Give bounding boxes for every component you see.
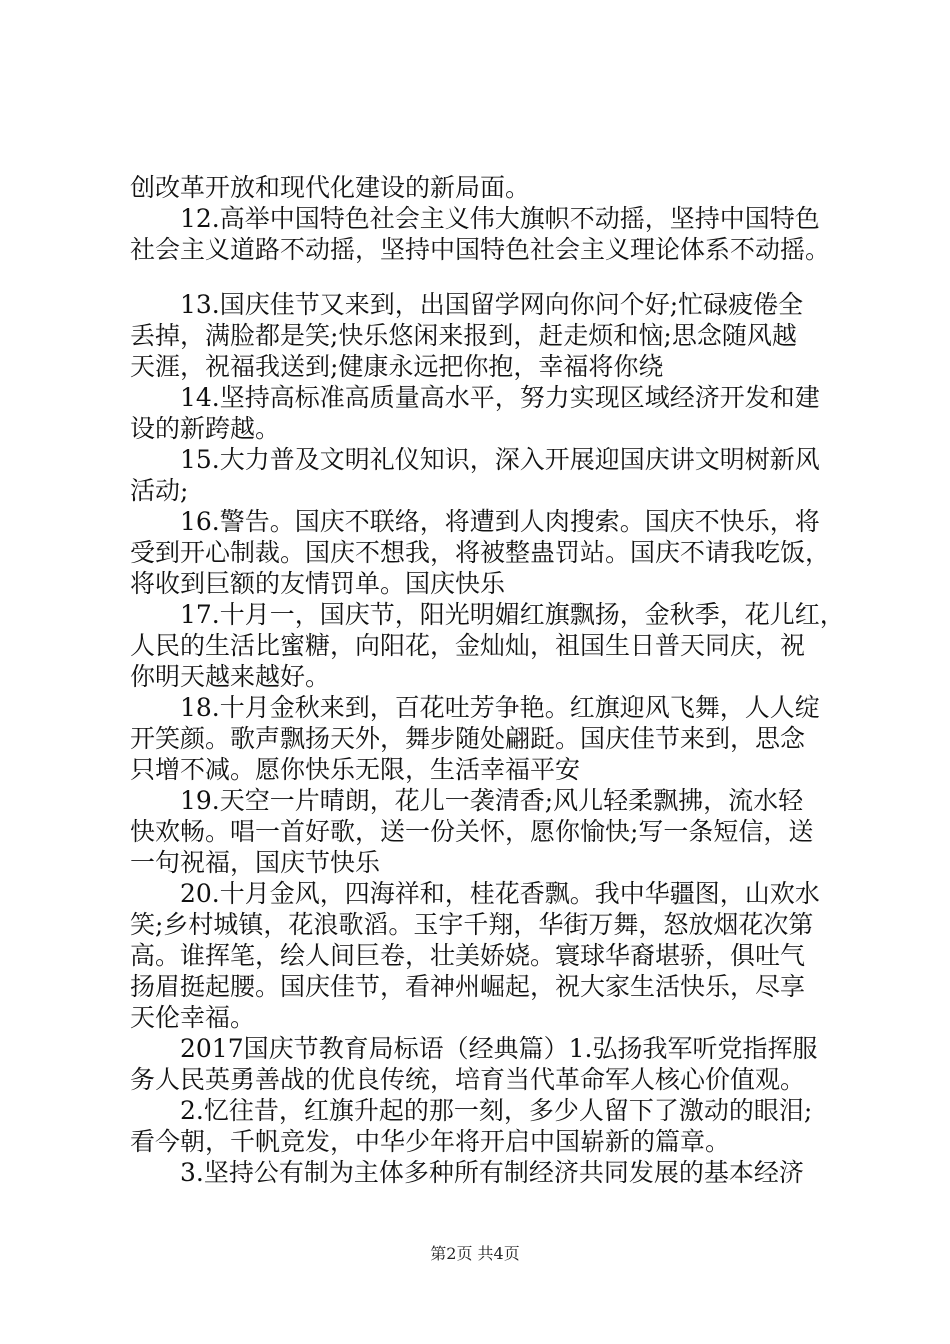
text-line: 社会主义道路不动摇，坚持中国特色社会主义理论体系不动摇。 bbox=[130, 235, 831, 264]
text-line: 天伦幸福。 bbox=[130, 1003, 256, 1032]
text-line: 务人民英勇善战的优良传统，培育当代革命军人核心价值观。 bbox=[130, 1065, 806, 1094]
paragraph bbox=[130, 1095, 840, 1157]
paragraph bbox=[130, 289, 840, 382]
text-line: 活动; bbox=[130, 476, 189, 505]
paragraph bbox=[130, 599, 845, 692]
text-line: 13.国庆佳节又来到，出国留学网向你问个好;忙碌疲倦全 bbox=[180, 290, 804, 319]
text-line: 高。谁挥笔，绘人间巨卷，壮美娇娆。寰球华裔堪骄，俱吐气 bbox=[130, 941, 806, 970]
text-line: 一句祝福，国庆节快乐 bbox=[130, 848, 381, 877]
text-line: 将收到巨额的友情罚单。国庆快乐 bbox=[130, 569, 506, 598]
text-line: 14.坚持高标准高质量高水平，努力实现区域经济开发和建 bbox=[180, 383, 820, 412]
text-line: 2.忆往昔，红旗升起的那一刻，多少人留下了激动的眼泪; bbox=[180, 1096, 813, 1125]
text-line: 16.警告。国庆不联络，将遭到人肉搜索。国庆不快乐，将 bbox=[180, 507, 820, 536]
text-line: 受到开心制裁。国庆不想我，将被整蛊罚站。国庆不请我吃饭， bbox=[130, 538, 831, 567]
text-line: 12.高举中国特色社会主义伟大旗帜不动摇，坚持中国特色 bbox=[180, 204, 820, 233]
text-line: 天涯，祝福我送到;健康永远把你抱，幸福将你绕 bbox=[130, 352, 664, 381]
paragraph bbox=[130, 506, 840, 599]
paragraph bbox=[130, 692, 840, 785]
paragraph bbox=[130, 203, 840, 265]
text-line: 17.十月一，国庆节，阳光明媚红旗飘扬，金秋季，花儿红， bbox=[180, 600, 845, 629]
paragraph bbox=[130, 1157, 840, 1188]
text-line: 笑;乡村城镇，花浪歌滔。玉宇千翔，华街万舞，怒放烟花次第 bbox=[130, 910, 814, 939]
page-footer bbox=[0, 1244, 950, 1264]
paragraph bbox=[130, 878, 840, 1033]
text-line: 快欢畅。唱一首好歌，送一份关怀，愿你愉快;写一条短信，送 bbox=[130, 817, 814, 846]
page-number-label: 第2页 共4页 bbox=[430, 1244, 520, 1263]
text-line: 3.坚持公有制为主体多种所有制经济共同发展的基本经济 bbox=[180, 1158, 804, 1187]
text-line: 创改革开放和现代化建设的新局面。 bbox=[130, 173, 531, 202]
text-line: 你明天越来越好。 bbox=[130, 662, 331, 691]
text-line: 开笑颜。歌声飘扬天外，舞步随处翩跹。国庆佳节来到，思念 bbox=[130, 724, 806, 753]
paragraph bbox=[130, 382, 840, 444]
text-line: 只增不减。愿你快乐无限，生活幸福平安 bbox=[130, 755, 581, 784]
document-body bbox=[130, 172, 845, 1188]
text-line: 20.十月金风，四海祥和，桂花香飘。我中华疆图，山欢水 bbox=[180, 879, 820, 908]
text-line: 19.天空一片晴朗，花儿一袭清香;风儿轻柔飘拂，流水轻 bbox=[180, 786, 804, 815]
paragraph bbox=[130, 172, 840, 203]
text-line: 15.大力普及文明礼仪知识，深入开展迎国庆讲文明树新风 bbox=[180, 445, 820, 474]
text-line: 扬眉挺起腰。国庆佳节，看神州崛起，祝大家生活快乐，尽享 bbox=[130, 972, 806, 1001]
paragraph bbox=[130, 785, 840, 878]
paragraph bbox=[130, 444, 840, 506]
text-line: 人民的生活比蜜糖，向阳花，金灿灿，祖国生日普天同庆，祝 bbox=[130, 631, 806, 660]
text-line: 18.十月金秋来到，百花吐芳争艳。红旗迎风飞舞，人人绽 bbox=[180, 693, 820, 722]
text-line: 2017国庆节教育局标语（经典篇）1.弘扬我军听党指挥服 bbox=[180, 1034, 818, 1063]
paragraph bbox=[130, 1033, 840, 1095]
text-line: 丢掉，满脸都是笑;快乐悠闲来报到，赶走烦和恼;思念随风越 bbox=[130, 321, 797, 350]
text-line: 设的新跨越。 bbox=[130, 414, 281, 443]
text-line: 看今朝，千帆竞发，中华少年将开启中国崭新的篇章。 bbox=[130, 1127, 731, 1156]
